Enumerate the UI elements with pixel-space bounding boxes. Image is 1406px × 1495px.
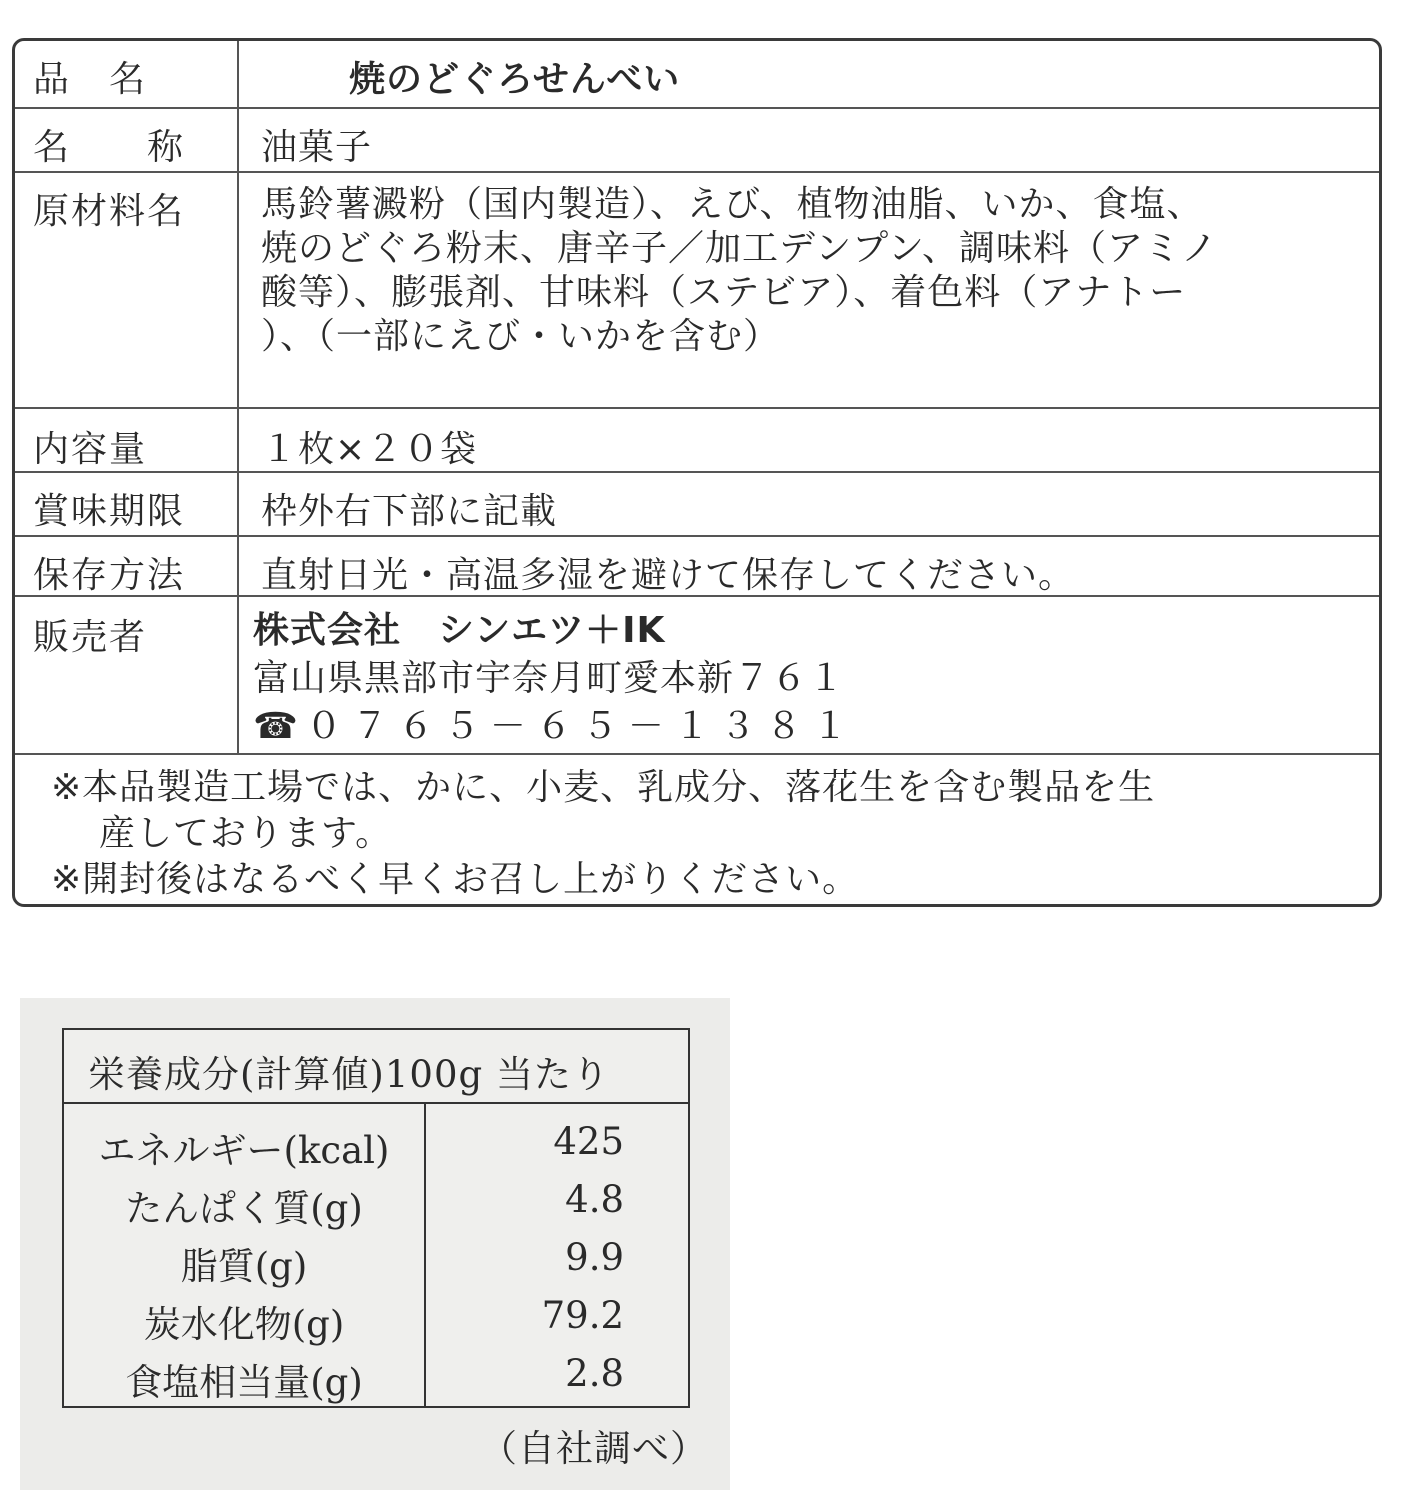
product-name-label: 品 名: [15, 41, 239, 107]
note-line: ※本品製造工場では、かに、小麦、乳成分、落花生を含む製品を生: [51, 767, 1156, 808]
ingredients-label: 原材料名: [15, 173, 239, 407]
product-name-value: 焼のどぐろせんべい: [349, 59, 681, 100]
nutrition-row: [64, 1344, 688, 1402]
row-seller: [15, 597, 1379, 755]
ingredients-line: 焼のどぐろ粉末、唐辛子／加工デンプン、調味料（アミノ: [261, 228, 1218, 269]
quantity-label: 内容量: [15, 409, 239, 471]
nutrient-name: 食塩相当量(g): [125, 1361, 363, 1404]
row-expiry: [15, 473, 1379, 537]
nutrition-row: [64, 1170, 688, 1228]
nutrient-name: エネルギー(kcal): [98, 1129, 390, 1172]
ingredients-line: 馬鈴薯澱粉（国内製造）、えび、植物油脂、いか、食塩、: [261, 184, 1204, 225]
nutrient-name: 脂質(g): [180, 1245, 308, 1288]
nutrient-value: 79.2: [541, 1294, 624, 1337]
row-product-name: [15, 41, 1379, 109]
note-line: 産しております。: [99, 813, 393, 854]
nutrient-value: 2.8: [565, 1352, 624, 1395]
storage-value: 直射日光・高温多湿を避けて保存してください。: [261, 555, 1076, 596]
nutrition-row: [64, 1228, 688, 1286]
seller-company: 株式会社 シンエツ＋IK: [253, 610, 666, 651]
label-notes: [15, 755, 1379, 904]
expiry-label: 賞味期限: [15, 473, 239, 535]
telephone-icon: ☎: [253, 706, 298, 747]
nutrition-panel: [20, 998, 730, 1490]
ingredients-value: [239, 173, 1379, 407]
nutrition-source-note: （自社調べ）: [480, 1427, 708, 1470]
row-product-kind: [15, 109, 1379, 173]
nutrition-row: [64, 1112, 688, 1170]
row-quantity: [15, 409, 1379, 473]
ingredients-line: 酸等）、膨張剤、甘味料（ステビア）、着色料（アナトー: [261, 272, 1187, 313]
nutrient-value: 9.9: [565, 1236, 624, 1279]
product-kind-value: 油菓子: [261, 127, 373, 168]
ingredients-line: ）、（一部にえび・いかを含む）: [261, 316, 781, 357]
expiry-value: 枠外右下部に記載: [261, 491, 558, 532]
seller-value: [239, 597, 1379, 753]
nutrition-header: 栄養成分(計算値)100g 当たり: [64, 1030, 688, 1104]
nutrient-name: 炭水化物(g): [143, 1303, 345, 1346]
seller-phone: [253, 703, 1367, 751]
nutrient-name: たんぱく質(g): [125, 1187, 363, 1230]
row-storage: [15, 537, 1379, 597]
product-label-table: [12, 38, 1382, 907]
nutrition-rows: [64, 1104, 688, 1406]
nutrient-value: 4.8: [565, 1178, 624, 1221]
note-line: ※開封後はなるべく早くお召し上がりください。: [51, 859, 860, 900]
row-ingredients: [15, 173, 1379, 409]
quantity-value: １枚×２０袋: [261, 429, 478, 470]
nutrient-value: 425: [553, 1120, 624, 1163]
seller-label: 販売者: [15, 597, 239, 753]
seller-phone-number: ０７６５－６５－１３８１: [305, 706, 858, 747]
nutrition-row: [64, 1286, 688, 1344]
storage-label: 保存方法: [15, 537, 239, 595]
nutrition-table: [62, 1028, 690, 1408]
product-kind-label: 名 称: [15, 109, 239, 171]
seller-address: 富山県黒部市宇奈月町愛本新７６１: [253, 658, 846, 699]
